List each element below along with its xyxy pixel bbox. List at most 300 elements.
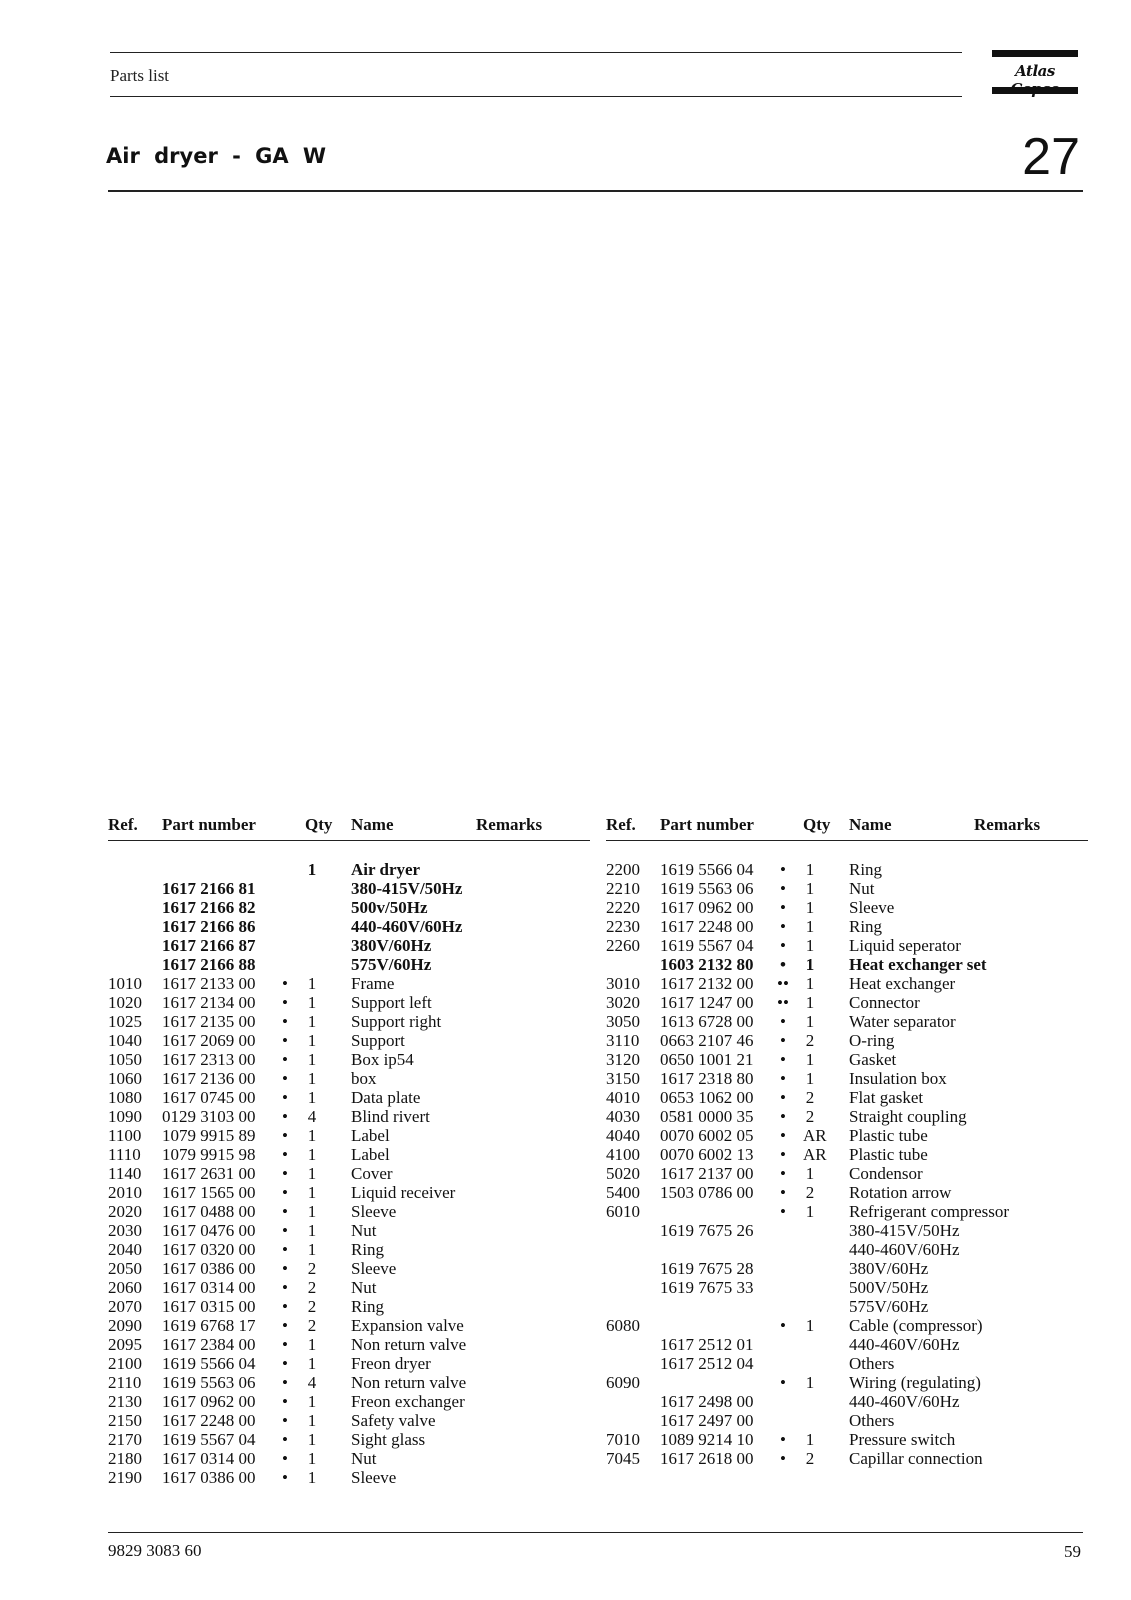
cell-marker: • — [282, 1240, 288, 1259]
table-row — [108, 1012, 590, 1031]
cell-name: 380-415V/50Hz — [849, 1221, 960, 1240]
cell-ref: 1100 — [108, 1126, 142, 1145]
cell-marker: • — [780, 1107, 786, 1126]
cell-qty: 1 — [307, 1031, 317, 1050]
cell-marker: • — [780, 1430, 786, 1449]
cell-part-number: 1617 0488 00 — [162, 1202, 256, 1221]
cell-ref: 3020 — [606, 993, 640, 1012]
cell-marker: • — [282, 1126, 288, 1145]
cell-name: Data plate — [351, 1088, 421, 1107]
cell-part-number: 1617 2498 00 — [660, 1392, 754, 1411]
cell-ref: 2030 — [108, 1221, 142, 1240]
cell-name: Support left — [351, 993, 432, 1012]
cell-qty: 1 — [805, 1050, 815, 1069]
cell-qty: 1 — [307, 1392, 317, 1411]
table-row — [606, 898, 1088, 917]
table-row — [606, 1392, 1088, 1411]
cell-qty: 1 — [307, 1354, 317, 1373]
cell-part-number: 1503 0786 00 — [660, 1183, 754, 1202]
cell-part-number: 1619 5567 04 — [162, 1430, 256, 1449]
cell-ref: 2070 — [108, 1297, 142, 1316]
cell-qty: 1 — [307, 1012, 317, 1031]
cell-name: Water separator — [849, 1012, 956, 1031]
table-row — [108, 955, 590, 974]
cell-marker: • — [780, 1069, 786, 1088]
cell-part-number: 1619 5566 04 — [660, 860, 754, 879]
cell-marker: • — [282, 993, 288, 1012]
cell-part-number: 1617 2137 00 — [660, 1164, 754, 1183]
cell-part-number: 0663 2107 46 — [660, 1031, 754, 1050]
cell-qty: 1 — [805, 1069, 815, 1088]
table-row — [108, 1297, 590, 1316]
parts-table-right — [606, 815, 1088, 1468]
cell-marker: • — [780, 898, 786, 917]
cell-ref: 2050 — [108, 1259, 142, 1278]
cell-part-number: 1617 2069 00 — [162, 1031, 256, 1050]
cell-marker: • — [780, 1050, 786, 1069]
table-row — [108, 1468, 590, 1487]
cell-part-number: 1617 0320 00 — [162, 1240, 256, 1259]
cell-marker: • — [282, 1411, 288, 1430]
cell-qty: 2 — [805, 1107, 815, 1126]
table-row — [108, 1449, 590, 1468]
cell-marker: • — [780, 860, 786, 879]
cell-marker: • — [780, 1183, 786, 1202]
table-row — [108, 1107, 590, 1126]
cell-part-number: 1617 2248 00 — [660, 917, 754, 936]
table-row — [606, 1012, 1088, 1031]
cell-qty: 1 — [805, 974, 815, 993]
cell-ref: 3010 — [606, 974, 640, 993]
cell-qty: 1 — [307, 1449, 317, 1468]
cell-part-number: 1617 2631 00 — [162, 1164, 256, 1183]
table-header — [108, 815, 590, 837]
cell-qty: 1 — [307, 1069, 317, 1088]
cell-marker: • — [780, 1088, 786, 1107]
cell-qty: 1 — [307, 1221, 317, 1240]
cell-qty: 1 — [805, 1202, 815, 1221]
cell-qty: 2 — [805, 1183, 815, 1202]
cell-qty: 1 — [307, 1430, 317, 1449]
cell-marker: • — [282, 974, 288, 993]
cell-ref: 4100 — [606, 1145, 640, 1164]
cell-part-number: 1617 0315 00 — [162, 1297, 256, 1316]
cell-part-number: 1617 0962 00 — [660, 898, 754, 917]
cell-ref: 2040 — [108, 1240, 142, 1259]
cell-ref: 2210 — [606, 879, 640, 898]
cell-ref: 1060 — [108, 1069, 142, 1088]
table-body — [606, 860, 1088, 1468]
cell-qty: 2 — [805, 1031, 815, 1050]
cell-ref: 7010 — [606, 1430, 640, 1449]
cell-qty: 1 — [307, 860, 317, 879]
cell-qty: 1 — [805, 917, 815, 936]
table-row — [108, 1069, 590, 1088]
cell-part-number: 1617 2512 04 — [660, 1354, 754, 1373]
table-header-rule — [108, 840, 590, 841]
cell-name: Sleeve — [351, 1468, 397, 1487]
col-name-header: Name — [351, 815, 394, 834]
table-row — [606, 1126, 1088, 1145]
cell-part-number: 0581 0000 35 — [660, 1107, 754, 1126]
table-row — [108, 860, 590, 879]
table-row — [108, 1202, 590, 1221]
cell-marker: • — [780, 1202, 786, 1221]
cell-marker: • — [282, 1278, 288, 1297]
cell-name: Straight coupling — [849, 1107, 967, 1126]
cell-part-number: 1619 5566 04 — [162, 1354, 256, 1373]
table-row — [606, 1297, 1088, 1316]
table-row — [108, 1145, 590, 1164]
table-row — [108, 1430, 590, 1449]
cell-part-number: 1617 0386 00 — [162, 1259, 256, 1278]
cell-marker: • — [282, 1468, 288, 1487]
cell-ref: 6080 — [606, 1316, 640, 1335]
col-name-header: Name — [849, 815, 892, 834]
cell-marker: • — [282, 1221, 288, 1240]
cell-marker: •• — [777, 993, 789, 1012]
cell-qty: 1 — [307, 1126, 317, 1145]
cell-ref: 5020 — [606, 1164, 640, 1183]
cell-marker: • — [282, 1145, 288, 1164]
cell-marker: • — [780, 936, 786, 955]
cell-name: Nut — [849, 879, 875, 898]
cell-marker: • — [282, 1069, 288, 1088]
table-row — [606, 1164, 1088, 1183]
cell-ref: 2180 — [108, 1449, 142, 1468]
cell-ref: 1090 — [108, 1107, 142, 1126]
cell-name: Cover — [351, 1164, 393, 1183]
cell-marker: • — [780, 1126, 786, 1145]
cell-ref: 2260 — [606, 936, 640, 955]
cell-part-number: 1617 0386 00 — [162, 1468, 256, 1487]
cell-name: Sleeve — [849, 898, 895, 917]
cell-ref: 1140 — [108, 1164, 142, 1183]
cell-part-number: 1617 2384 00 — [162, 1335, 256, 1354]
table-row — [108, 1183, 590, 1202]
cell-marker: •• — [777, 974, 789, 993]
cell-qty: 1 — [805, 1430, 815, 1449]
cell-part-number: 1617 2618 00 — [660, 1449, 754, 1468]
table-row — [108, 1316, 590, 1335]
cell-name: Nut — [351, 1449, 377, 1468]
cell-part-number: 1617 0745 00 — [162, 1088, 256, 1107]
cell-ref: 1050 — [108, 1050, 142, 1069]
table-row — [108, 879, 590, 898]
cell-ref: 2170 — [108, 1430, 142, 1449]
cell-name: O-ring — [849, 1031, 895, 1050]
cell-part-number: 1617 2248 00 — [162, 1411, 256, 1430]
cell-ref: 2220 — [606, 898, 640, 917]
cell-qty: 2 — [805, 1449, 815, 1468]
cell-name: Ring — [849, 917, 883, 936]
col-remarks-header: Remarks — [974, 815, 1041, 834]
table-row — [606, 1354, 1088, 1373]
atlas-copco-logo — [992, 50, 1078, 94]
table-row — [108, 1373, 590, 1392]
cell-qty: 2 — [307, 1316, 317, 1335]
cell-name: Pressure switch — [849, 1430, 956, 1449]
table-row — [606, 1335, 1088, 1354]
cell-qty: AR — [803, 1126, 827, 1145]
cell-qty: 4 — [307, 1107, 317, 1126]
table-row — [606, 955, 1088, 974]
cell-name: Frame — [351, 974, 395, 993]
cell-name: Expansion valve — [351, 1316, 464, 1335]
cell-name: Heat exchanger set — [849, 955, 987, 974]
table-row — [606, 974, 1088, 993]
col-remarks-header: Remarks — [476, 815, 543, 834]
cell-name: Box ip54 — [351, 1050, 414, 1069]
cell-name: Connector — [849, 993, 920, 1012]
cell-ref: 7045 — [606, 1449, 640, 1468]
cell-part-number: 0650 1001 21 — [660, 1050, 754, 1069]
cell-qty: 1 — [805, 860, 815, 879]
cell-qty: 1 — [307, 1050, 317, 1069]
cell-marker: • — [780, 955, 786, 974]
cell-name: Insulation box — [849, 1069, 947, 1088]
table-row — [108, 917, 590, 936]
cell-name: Non return valve — [351, 1335, 467, 1354]
cell-ref: 1010 — [108, 974, 142, 993]
cell-qty: 2 — [307, 1259, 317, 1278]
cell-name: 575V/60Hz — [849, 1297, 929, 1316]
table-row — [108, 974, 590, 993]
logo-top-bar — [992, 50, 1078, 57]
cell-part-number: 1613 6728 00 — [660, 1012, 754, 1031]
table-row — [606, 1069, 1088, 1088]
cell-ref: 2230 — [606, 917, 640, 936]
table-row — [108, 1392, 590, 1411]
cell-part-number: 1617 0962 00 — [162, 1392, 256, 1411]
table-row — [108, 1354, 590, 1373]
cell-marker: • — [780, 1012, 786, 1031]
cell-name: Support — [351, 1031, 405, 1050]
cell-name: Refrigerant compressor — [849, 1202, 1010, 1221]
cell-part-number: 1617 2134 00 — [162, 993, 256, 1012]
cell-marker: • — [780, 1316, 786, 1335]
cell-marker: • — [282, 1107, 288, 1126]
cell-part-number: 1619 6768 17 — [162, 1316, 256, 1335]
table-row — [606, 1449, 1088, 1468]
cell-part-number: 1619 5567 04 — [660, 936, 754, 955]
cell-part-number: 1619 5563 06 — [162, 1373, 256, 1392]
cell-part-number: 1089 9214 10 — [660, 1430, 754, 1449]
table-row — [606, 993, 1088, 1012]
table-row — [606, 1221, 1088, 1240]
cell-marker: • — [282, 1202, 288, 1221]
cell-qty: 1 — [307, 1183, 317, 1202]
cell-part-number: 1617 0314 00 — [162, 1278, 256, 1297]
table-row — [606, 879, 1088, 898]
cell-ref: 5400 — [606, 1183, 640, 1202]
cell-name: Nut — [351, 1278, 377, 1297]
cell-part-number: 0653 1062 00 — [660, 1088, 754, 1107]
cell-marker: • — [780, 879, 786, 898]
table-header — [606, 815, 1088, 837]
col-partnumber-header: Part number — [660, 815, 754, 834]
table-row — [606, 1031, 1088, 1050]
cell-qty: 1 — [307, 1411, 317, 1430]
cell-qty: 1 — [805, 1164, 815, 1183]
cell-ref: 2020 — [108, 1202, 142, 1221]
cell-ref: 2095 — [108, 1335, 142, 1354]
table-row — [108, 1221, 590, 1240]
table-row — [108, 1050, 590, 1069]
table-body — [108, 860, 590, 1487]
cell-part-number: 1619 7675 33 — [660, 1278, 754, 1297]
cell-name: Air dryer — [351, 860, 421, 879]
cell-marker: • — [282, 1335, 288, 1354]
cell-name: Label — [351, 1126, 390, 1145]
cell-qty: 1 — [307, 1164, 317, 1183]
cell-ref: 2090 — [108, 1316, 142, 1335]
parts-table-left — [108, 815, 590, 1487]
cell-marker: • — [282, 1031, 288, 1050]
cell-name: Others — [849, 1411, 895, 1430]
cell-ref: 1040 — [108, 1031, 142, 1050]
cell-marker: • — [282, 1430, 288, 1449]
cell-qty: 1 — [805, 1316, 815, 1335]
cell-marker: • — [780, 1449, 786, 1468]
cell-marker: • — [282, 1354, 288, 1373]
page-title: Air dryer - GA W — [106, 144, 327, 168]
section-label: Parts list — [110, 66, 170, 85]
cell-marker: • — [282, 1259, 288, 1278]
cell-marker: • — [282, 1297, 288, 1316]
cell-name: 440-460V/60Hz — [849, 1240, 960, 1259]
section-number: 27 — [1022, 128, 1080, 186]
logo-bottom-bar — [992, 87, 1078, 94]
cell-qty: 1 — [307, 974, 317, 993]
cell-part-number: 1617 2166 82 — [162, 898, 256, 917]
table-row — [606, 860, 1088, 879]
cell-name: Capillar connection — [849, 1449, 983, 1468]
cell-qty: 1 — [307, 1335, 317, 1354]
cell-qty: 1 — [307, 1202, 317, 1221]
cell-part-number: 1603 2132 80 — [660, 955, 754, 974]
cell-qty: 1 — [805, 898, 815, 917]
cell-name: 380V/60Hz — [849, 1259, 929, 1278]
table-row — [108, 1164, 590, 1183]
table-row — [606, 1145, 1088, 1164]
cell-part-number: 1617 2166 88 — [162, 955, 256, 974]
cell-name: Wiring (regulating) — [849, 1373, 981, 1392]
cell-ref: 3110 — [606, 1031, 640, 1050]
cell-qty: 2 — [307, 1278, 317, 1297]
cell-part-number: 1617 2166 81 — [162, 879, 256, 898]
cell-qty: 1 — [805, 955, 815, 974]
table-row — [606, 936, 1088, 955]
cell-name: Blind rivert — [351, 1107, 430, 1126]
col-ref-header: Ref. — [606, 815, 636, 834]
cell-ref: 1020 — [108, 993, 142, 1012]
cell-marker: • — [780, 1145, 786, 1164]
cell-name: Heat exchanger — [849, 974, 956, 993]
table-row — [606, 1278, 1088, 1297]
cell-part-number: 0070 6002 05 — [660, 1126, 754, 1145]
cell-ref: 4040 — [606, 1126, 640, 1145]
col-partnumber-header: Part number — [162, 815, 256, 834]
cell-marker: • — [282, 1316, 288, 1335]
title-rule — [108, 190, 1083, 192]
cell-name: Ring — [849, 860, 883, 879]
cell-ref: 3050 — [606, 1012, 640, 1031]
cell-name: Freon exchanger — [351, 1392, 465, 1411]
table-row — [606, 1411, 1088, 1430]
cell-ref: 2150 — [108, 1411, 142, 1430]
cell-ref: 2010 — [108, 1183, 142, 1202]
cell-name: Sleeve — [351, 1202, 397, 1221]
table-row — [108, 1126, 590, 1145]
table-row — [606, 1373, 1088, 1392]
cell-ref: 6010 — [606, 1202, 640, 1221]
cell-name: 380-415V/50Hz — [351, 879, 463, 898]
cell-qty: 1 — [307, 993, 317, 1012]
cell-part-number: 1619 5563 06 — [660, 879, 754, 898]
cell-ref: 1025 — [108, 1012, 142, 1031]
table-row — [606, 1088, 1088, 1107]
col-qty-header: Qty — [803, 815, 831, 834]
cell-qty: 1 — [307, 1088, 317, 1107]
cell-name: Flat gasket — [849, 1088, 924, 1107]
cell-marker: • — [282, 1164, 288, 1183]
cell-part-number: 0129 3103 00 — [162, 1107, 256, 1126]
table-row — [606, 1316, 1088, 1335]
cell-part-number: 1619 7675 26 — [660, 1221, 754, 1240]
table-row — [606, 1050, 1088, 1069]
cell-qty: 1 — [805, 1012, 815, 1031]
cell-name: 440-460V/60Hz — [849, 1335, 960, 1354]
cell-marker: • — [780, 1164, 786, 1183]
cell-part-number: 1617 2497 00 — [660, 1411, 754, 1430]
cell-part-number: 1617 1565 00 — [162, 1183, 256, 1202]
table-row — [606, 1259, 1088, 1278]
cell-marker: • — [282, 1392, 288, 1411]
cell-ref: 4010 — [606, 1088, 640, 1107]
cell-part-number: 1617 2313 00 — [162, 1050, 256, 1069]
cell-name: 380V/60Hz — [351, 936, 432, 955]
cell-ref: 2130 — [108, 1392, 142, 1411]
cell-qty: 1 — [805, 936, 815, 955]
cell-ref: 2190 — [108, 1468, 142, 1487]
cell-part-number: 1617 2318 80 — [660, 1069, 754, 1088]
cell-ref: 4030 — [606, 1107, 640, 1126]
cell-marker: • — [780, 1031, 786, 1050]
cell-ref: 3120 — [606, 1050, 640, 1069]
table-header-rule — [606, 840, 1088, 841]
table-row — [108, 1278, 590, 1297]
cell-name: Ring — [351, 1240, 385, 1259]
table-row — [108, 936, 590, 955]
cell-marker: • — [282, 1050, 288, 1069]
cell-name: Rotation arrow — [849, 1183, 952, 1202]
cell-part-number: 1617 1247 00 — [660, 993, 754, 1012]
cell-qty: 1 — [805, 1373, 815, 1392]
table-row — [606, 1107, 1088, 1126]
cell-marker: • — [780, 917, 786, 936]
cell-qty: 1 — [805, 879, 815, 898]
table-row — [606, 1240, 1088, 1259]
header-bottom-rule — [110, 96, 962, 97]
cell-name: 575V/60Hz — [351, 955, 432, 974]
cell-part-number: 1617 0476 00 — [162, 1221, 256, 1240]
cell-ref: 2060 — [108, 1278, 142, 1297]
cell-name: 440-460V/60Hz — [849, 1392, 960, 1411]
cell-name: 440-460V/60Hz — [351, 917, 463, 936]
cell-qty: 1 — [307, 1145, 317, 1164]
cell-name: Plastic tube — [849, 1145, 928, 1164]
